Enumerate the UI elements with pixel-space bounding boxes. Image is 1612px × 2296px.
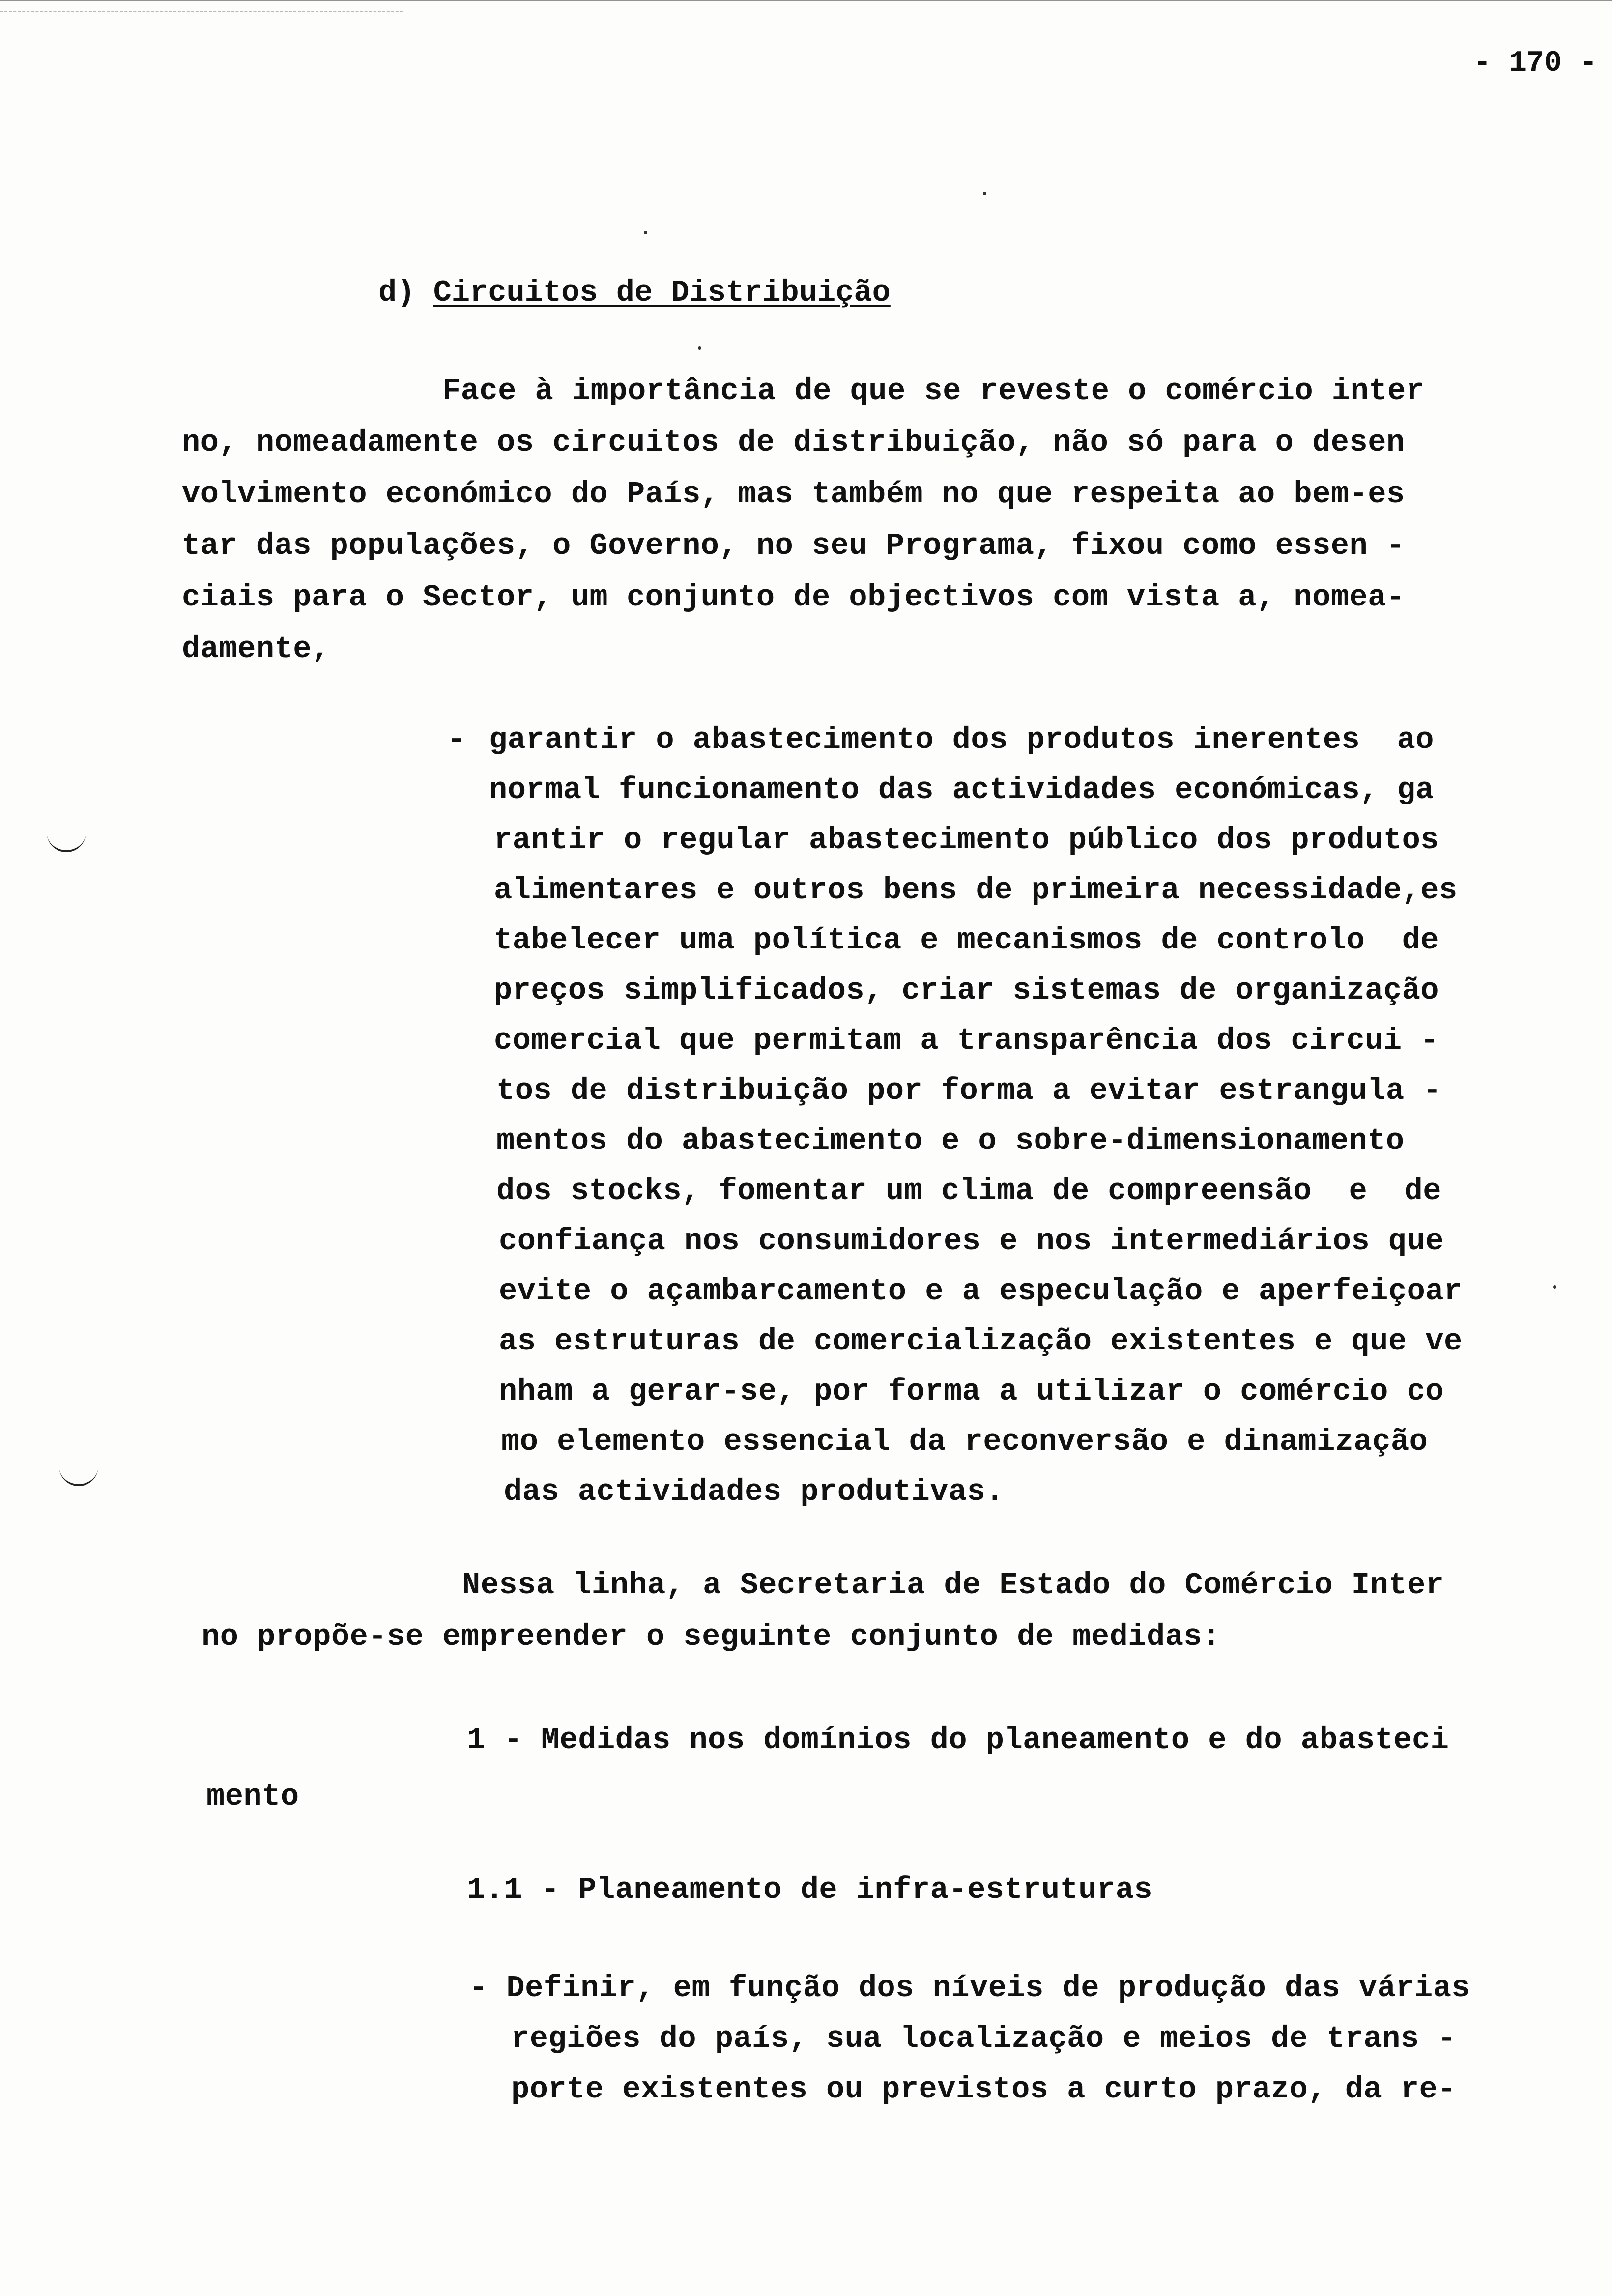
paragraph2-line: no propõe-se empreender o seguinte conjunto de medidas: — [202, 1619, 1221, 1654]
scan-speck — [983, 192, 986, 195]
bullet1-line: alimentares e outros bens de primeira necessidade,es — [494, 873, 1458, 908]
section-heading — [378, 275, 891, 310]
bullet1-line: dos stocks, fomentar um clima de compreensão e de — [496, 1174, 1442, 1208]
bullet1-line: rantir o regular abastecimento público dos produtos — [494, 823, 1439, 858]
item1-line: mento — [206, 1779, 299, 1814]
paragraph2-line: Nessa linha, a Secretaria de Estado do Comércio Inter — [462, 1568, 1444, 1603]
paragraph1-line: ciais para o Sector, um conjunto de objectivos com vista a, nomea- — [182, 580, 1405, 615]
page-number: - 170 - — [1473, 47, 1597, 80]
bullet2-line: - Definir, em função dos níveis de produção das várias — [469, 1971, 1470, 2006]
scan-speck — [698, 346, 701, 350]
paragraph1-line: damente, — [182, 631, 330, 666]
bullet1-line: tabelecer uma política e mecanismos de controlo de — [494, 923, 1439, 958]
bullet2-line: porte existentes ou previstos a curto prazo, da re- — [511, 2072, 1457, 2107]
bullet1-line: mentos do abastecimento e o sobre-dimensionamento — [496, 1123, 1405, 1158]
bullet1-line: evite o açambarcamento e a especulação e aperfeiçoar — [499, 1274, 1463, 1309]
scan-edge-top — [0, 0, 1612, 7]
scan-edge-mark — [0, 11, 403, 14]
bullet1-line: as estruturas de comercialização existentes e que ve — [499, 1324, 1463, 1359]
bullet1-line: nham a gerar-se, por forma a utilizar o comércio co — [499, 1374, 1444, 1409]
bullet1-line: das actividades produtivas. — [504, 1474, 1005, 1509]
bullet1-line: comercial que permitam a transparência dos circui - — [494, 1023, 1439, 1058]
bullet1-line: confiança nos consumidores e nos intermediários que — [499, 1224, 1444, 1259]
scan-speck — [1553, 1285, 1556, 1289]
bullet1-line: mo elemento essencial da reconversão e dinamização — [501, 1424, 1428, 1459]
bullet1-line: garantir o abastecimento dos produtos inerentes ao — [489, 722, 1435, 757]
scan-speck — [644, 231, 647, 234]
bullet-dash: - — [447, 722, 466, 757]
section-title: Circuitos de Distribuição — [433, 275, 891, 310]
bullet2-line: regiões do país, sua localização e meios de trans - — [511, 2021, 1457, 2056]
item1-1-title: 1.1 - Planeamento de infra-estruturas — [467, 1872, 1153, 1907]
paragraph1-line: no, nomeadamente os circuitos de distribuição, não só para o desen — [182, 425, 1405, 460]
paragraph1-line: volvimento económico do País, mas também no que respeita ao bem-es — [182, 477, 1405, 512]
bullet1-line: preços simplificados, criar sistemas de organização — [494, 973, 1439, 1008]
margin-mark — [59, 1464, 98, 1486]
paragraph1-line: tar das populações, o Governo, no seu Programa, fixou como essen - — [182, 528, 1405, 563]
bullet1-line: normal funcionamento das actividades económicas, ga — [489, 773, 1435, 807]
margin-mark — [47, 831, 86, 852]
bullet1-line: tos de distribuição por forma a evitar estrangula - — [496, 1073, 1442, 1108]
item1-line: 1 - Medidas nos domínios do planeamento e do abasteci — [467, 1722, 1449, 1757]
section-marker: d) — [378, 275, 415, 310]
paragraph1-line: Face à importância de que se reveste o comércio inter — [442, 373, 1425, 408]
